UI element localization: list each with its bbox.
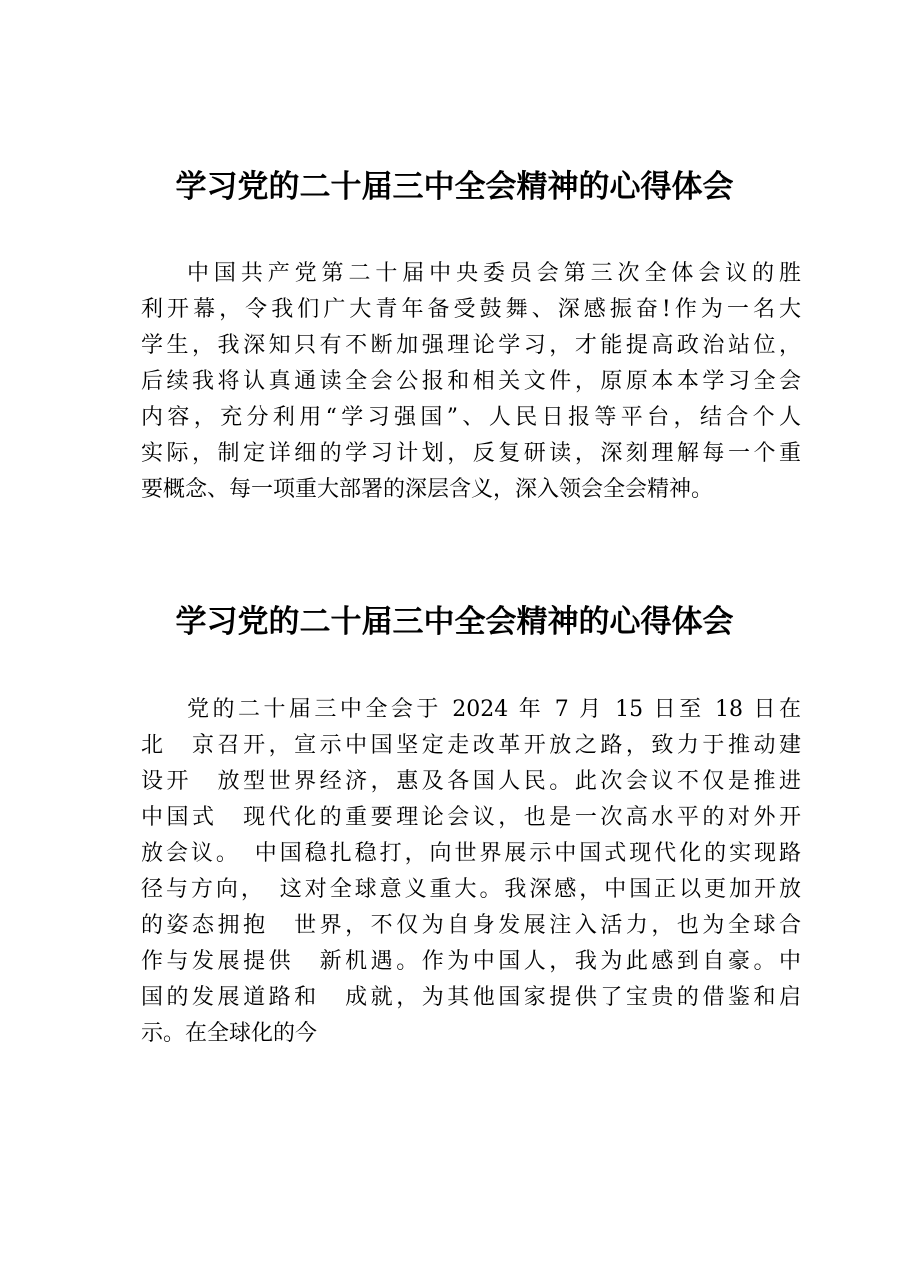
paragraph-line: 放会议。 中国稳扎稳打，向世界展示中国式现代化的实现路 <box>141 841 801 866</box>
paragraph <box>141 692 801 1052</box>
paragraph-line: 示。在全球化的今 <box>141 1021 318 1046</box>
paragraph-line: 的姿态拥抱 世界，不仅为自身发展注入活力，也为全球合 <box>141 913 801 938</box>
paragraph-line: 实际，制定详细的学习计划，反复研读，深刻理解每一个重 <box>141 441 801 466</box>
paragraph-line: 党的二十届三中全会于 2024 年 7 月 15 日至 18 日在 <box>187 697 801 722</box>
paragraph-line: 作与发展提供 新机遇。作为中国人，我为此感到自豪。中 <box>141 949 801 974</box>
paragraph-line: 利开幕，令我们广大青年备受鼓舞、深感振奋!作为一名大 <box>141 297 801 322</box>
paragraph-line: 径与方向， 这对全球意义重大。我深感，中国正以更加开放 <box>141 877 801 902</box>
section-title: 学习党的二十届三中全会精神的心得体会 <box>175 169 734 205</box>
paragraph-line: 国的发展道路和 成就，为其他国家提供了宝贵的借鉴和启 <box>141 985 801 1010</box>
paragraph-line: 中国共产党第二十届中央委员会第三次全体会议的胜 <box>187 261 801 286</box>
paragraph <box>141 256 801 508</box>
paragraph-line: 内容，充分利用“学习强国”、人民日报等平台，结合个人 <box>141 405 801 430</box>
section-title: 学习党的二十届三中全会精神的心得体会 <box>175 604 734 640</box>
paragraph-line: 中国式 现代化的重要理论会议，也是一次高水平的对外开 <box>141 805 801 830</box>
paragraph-line: 学生，我深知只有不断加强理论学习，才能提高政治站位， <box>141 333 801 358</box>
paragraph-line: 设开 放型世界经济，惠及各国人民。此次会议不仅是推进 <box>141 769 801 794</box>
paragraph-line: 北 京召开，宣示中国坚定走改革开放之路，致力于推动建 <box>141 733 801 758</box>
paragraph-line: 后续我将认真通读全会公报和相关文件，原原本本学习全会 <box>141 369 801 394</box>
paragraph-line: 要概念、每一项重大部署的深层含义，深入领会全会精神。 <box>141 477 714 502</box>
